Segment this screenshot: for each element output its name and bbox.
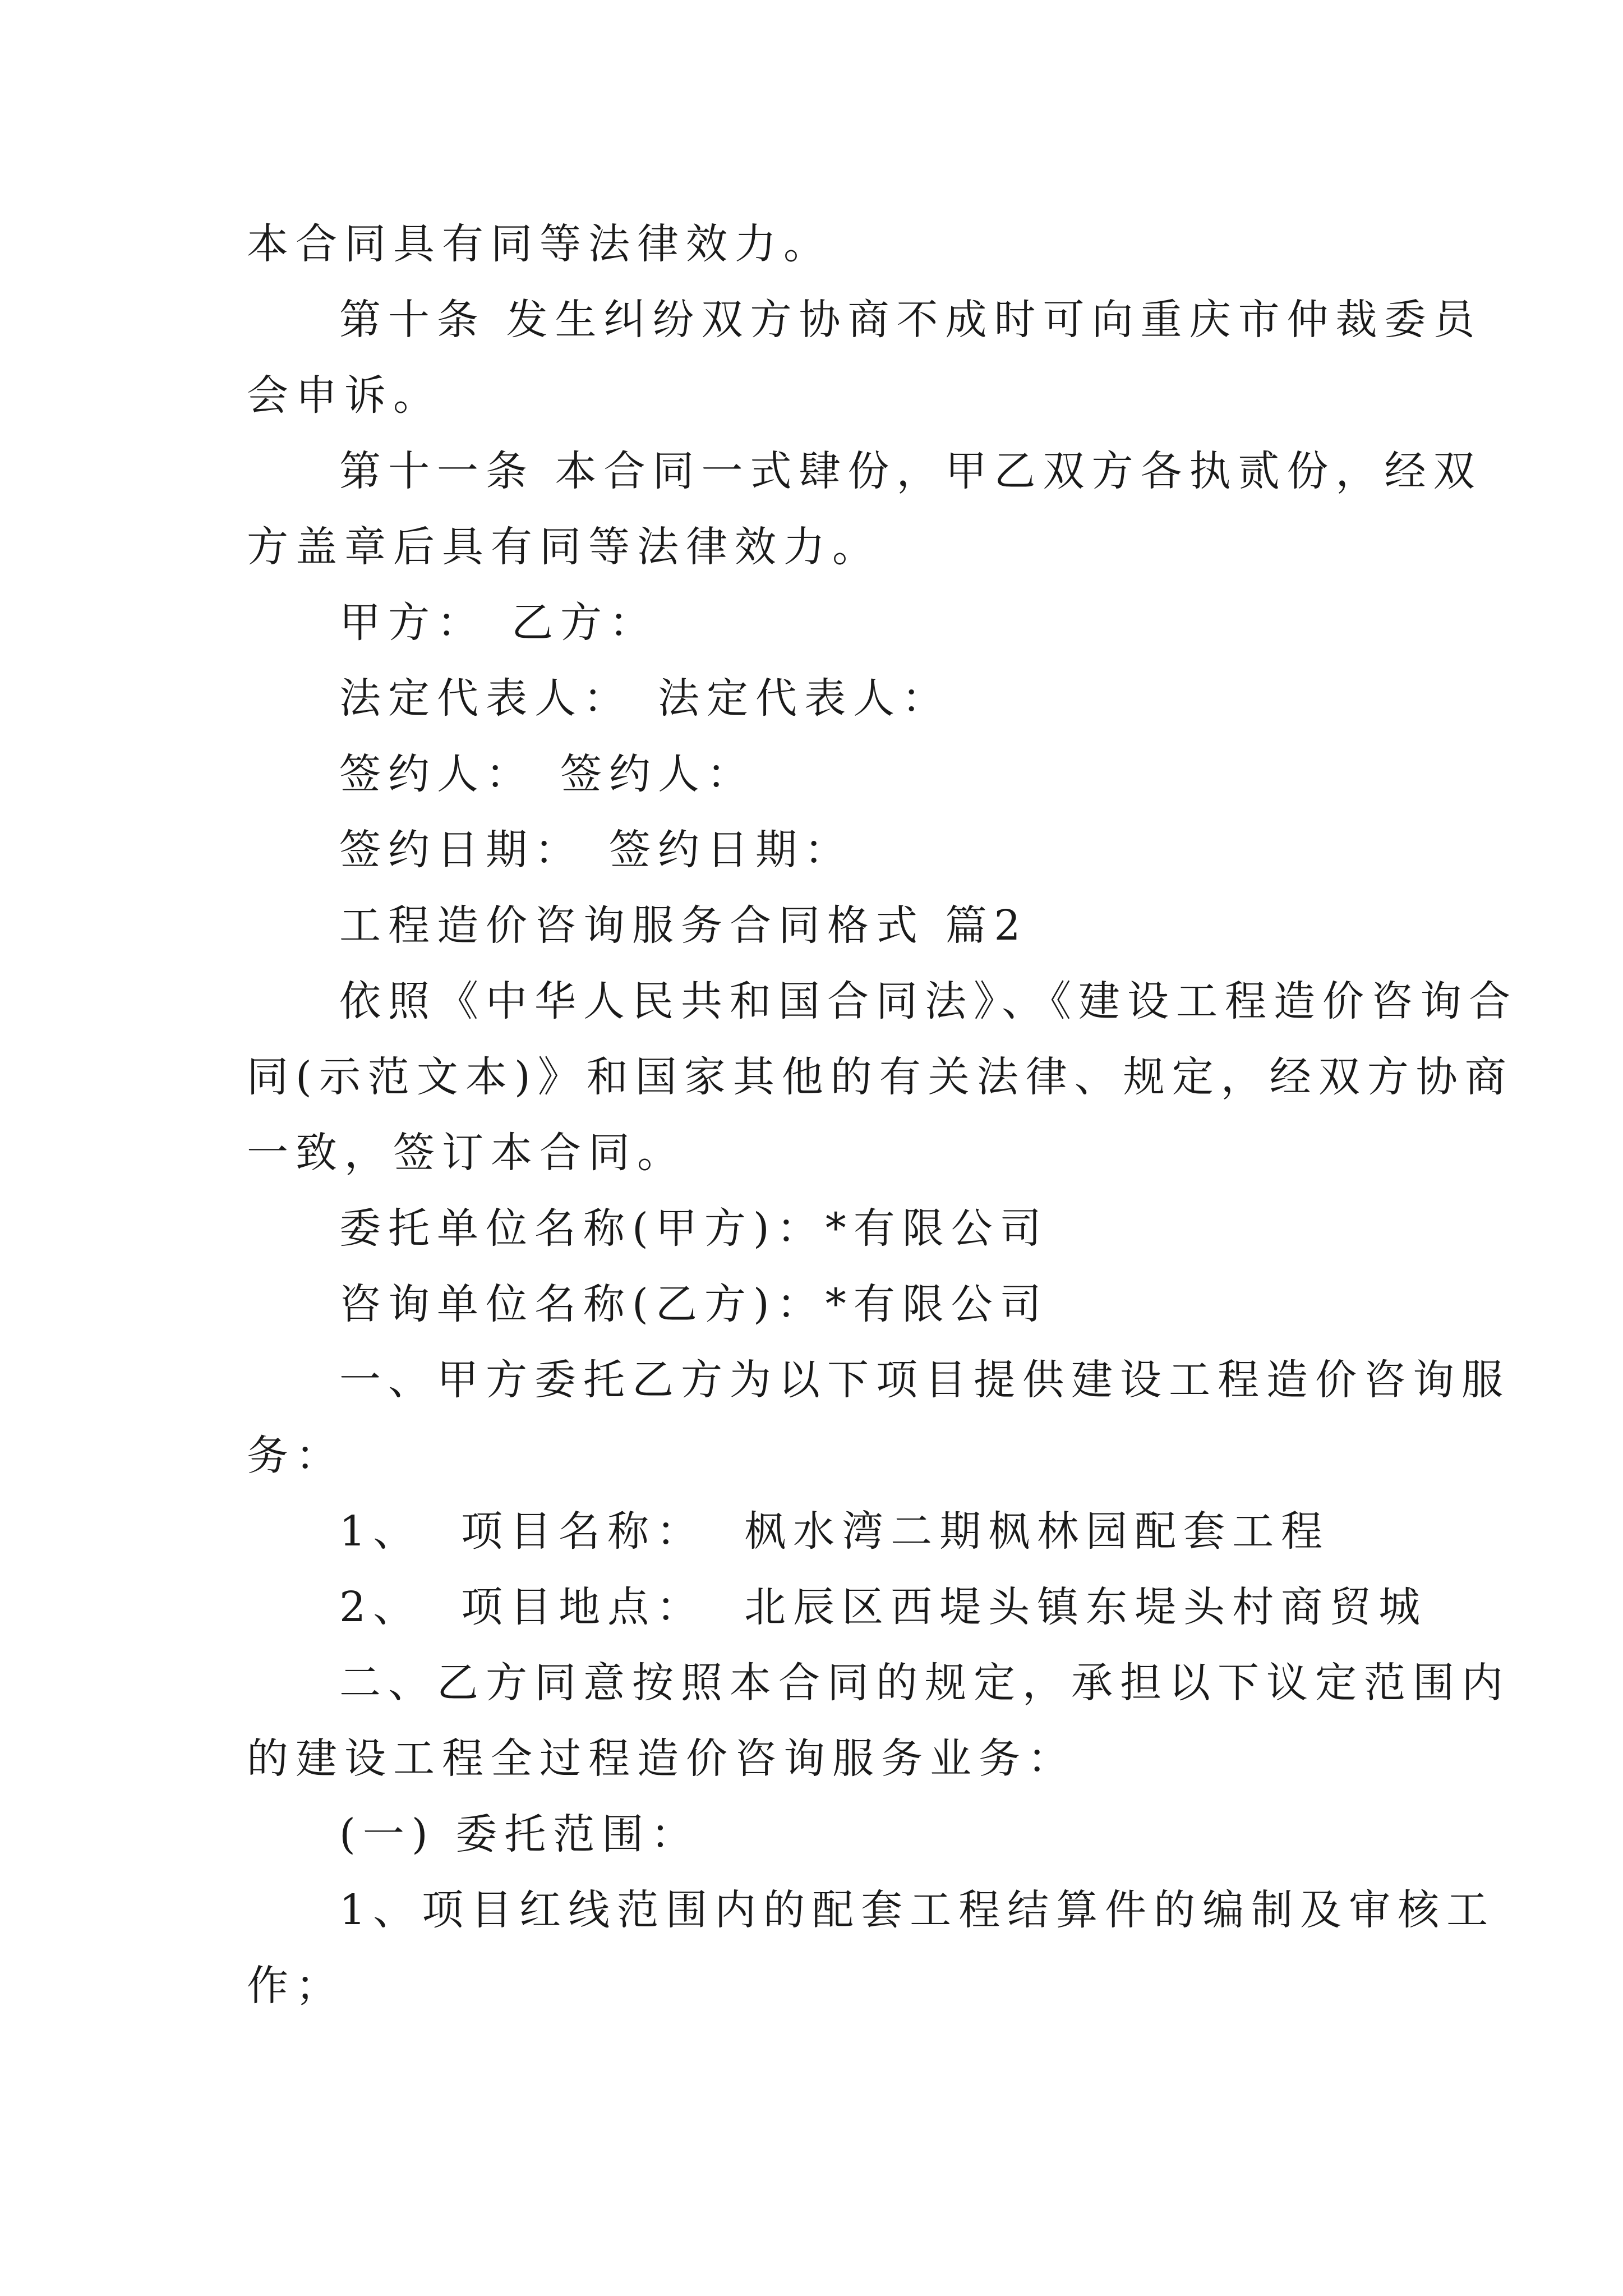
text: 委托单位名称(甲方)：*有限公司 (339, 1204, 1049, 1253)
text-line (247, 1962, 344, 2010)
sign-date-b-label: 签约日期： (609, 826, 853, 874)
text: 咨询单位名称(乙方)：*有限公司 (339, 1280, 1049, 1328)
scope-heading (339, 1810, 700, 1858)
text: 本合同具有同等法律效力。 (247, 220, 832, 268)
text: 工程造价咨询服务合同格式 篇2 (339, 901, 1028, 950)
scope-item-1 (339, 1886, 1496, 1934)
legal-rep-line (339, 674, 951, 723)
text-line (247, 1129, 686, 1177)
article-10 (339, 296, 1482, 344)
project-location-value: 北辰区西堤头镇东堤头村商贸城 (744, 1583, 1428, 1631)
text: 的建设工程全过程造价咨询服务业务： (247, 1734, 1076, 1783)
text: 会申诉。 (247, 371, 442, 420)
text-line (247, 220, 832, 268)
text: 1、项目红线范围内的配套工程结算件的编制及审核工 (339, 1886, 1496, 1934)
section-heading (339, 901, 1028, 950)
sign-date-a-label: 签约日期： (339, 826, 583, 874)
party-a-b-line (339, 599, 658, 647)
text: 方盖章后具有同等法律效力。 (247, 523, 881, 571)
signer-a-label: 签约人： (339, 750, 534, 798)
sign-date-line (339, 826, 853, 874)
party-b-label: 乙方： (511, 599, 658, 647)
project-location-label: 项目地点： (461, 1583, 706, 1631)
project-name-line (339, 1507, 1330, 1556)
preamble (339, 977, 1518, 1025)
legal-rep-b-label: 法定代表人： (658, 674, 951, 723)
text: 务： (247, 1432, 344, 1480)
signer-line (339, 750, 755, 798)
item-number: 1、 (339, 1507, 422, 1556)
text: 第十一条 本合同一式肆份，甲乙双方各执贰份，经双 (339, 447, 1482, 495)
clause-2 (339, 1659, 1510, 1707)
text-line (247, 1053, 1514, 1101)
text: 同(示范文本)》和国家其他的有关法律、规定，经双方协商 (247, 1053, 1514, 1101)
text: 依照《中华人民共和国合同法》、《建设工程造价咨询合 (339, 977, 1518, 1025)
text-line (247, 523, 881, 571)
clause-1 (339, 1356, 1510, 1404)
item-number: 2、 (339, 1583, 422, 1631)
project-location-line (339, 1583, 1428, 1631)
party-a-label: 甲方： (339, 599, 486, 647)
client-name (339, 1204, 1049, 1253)
text: 一、甲方委托乙方为以下项目提供建设工程造价咨询服 (339, 1356, 1510, 1404)
text: (一) 委托范围： (339, 1810, 700, 1858)
consultant-name (339, 1280, 1049, 1328)
article-11 (339, 447, 1482, 495)
text: 作； (247, 1962, 344, 2010)
project-name-label: 项目名称： (461, 1507, 706, 1556)
text: 二、乙方同意按照本合同的规定，承担以下议定范围内 (339, 1659, 1510, 1707)
text: 第十条 发生纠纷双方协商不成时可向重庆市仲裁委员 (339, 296, 1482, 344)
project-name-value: 枫水湾二期枫林园配套工程 (744, 1507, 1330, 1556)
text-line (247, 371, 442, 420)
legal-rep-a-label: 法定代表人： (339, 674, 632, 723)
text-line (247, 1734, 1076, 1783)
text: 一致，签订本合同。 (247, 1129, 686, 1177)
text-line (247, 1432, 344, 1480)
signer-b-label: 签约人： (560, 750, 755, 798)
